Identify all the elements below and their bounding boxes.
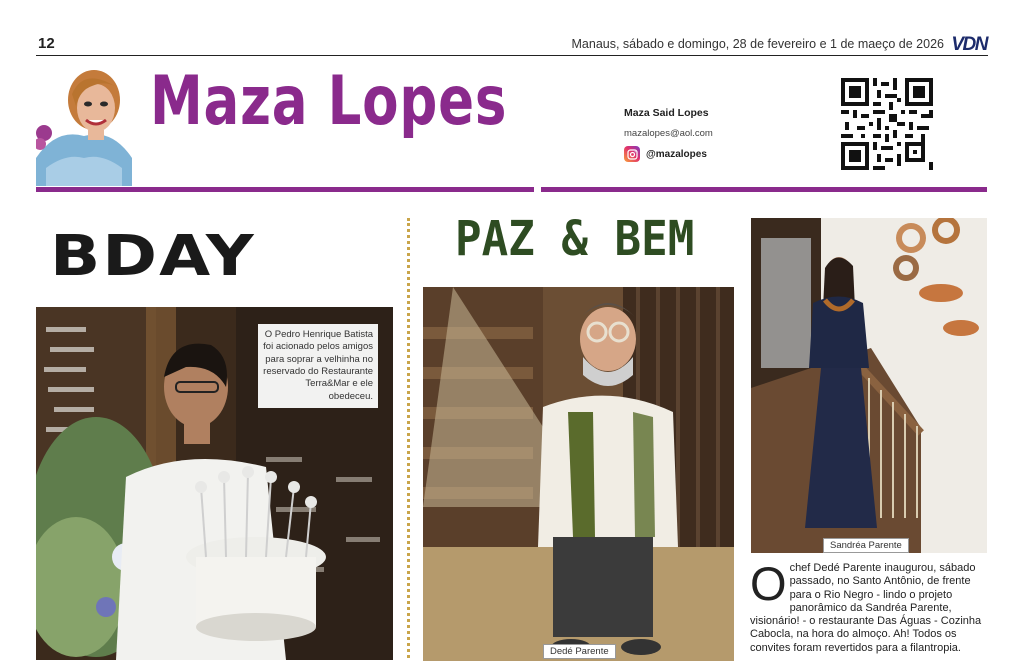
author-name: Maza Said Lopes xyxy=(624,107,709,119)
columnist-portrait xyxy=(36,58,132,186)
header-rule-left xyxy=(36,187,534,192)
dropcap: O xyxy=(750,557,787,610)
instagram-handle-label: @mazalopes xyxy=(646,148,707,160)
newspaper-logo: VDN xyxy=(951,34,987,55)
qr-code[interactable] xyxy=(841,78,933,170)
bday-heading: BDAY xyxy=(50,222,256,289)
header-rule xyxy=(36,55,988,56)
dede-photo-caption: Dedé Parente xyxy=(543,644,616,659)
sandrea-photo xyxy=(751,218,987,553)
column-title: Maza Lopes xyxy=(150,62,508,141)
story-body: chef Dedé Parente inaugurou, sábado passado, no Santo Antônio, de frente para o Rio Negro - lindo o projeto panorâmico da Sandréa Parente, visionário! - o restaurante Das Águas - Cozinha Cabocla, na hora do almoço. Ah! Todos os convites foram revertidos para a filantropia. xyxy=(750,562,982,654)
page-number: 12 xyxy=(38,35,55,52)
bday-caption: O Pedro Henrique Batista foi acionado pelos amigos para soprar a velhinha no reservado do Restaurante Terra&Mar e ele obedeceu. xyxy=(258,324,378,408)
column-divider xyxy=(407,218,410,658)
instagram-handle[interactable] xyxy=(624,146,707,162)
dede-photo xyxy=(423,287,734,661)
paz-heading: PAZ & BEM xyxy=(455,211,695,267)
sandrea-photo-caption: Sandréa Parente xyxy=(823,538,909,553)
instagram-icon xyxy=(624,146,640,162)
paz-story xyxy=(750,557,988,655)
author-email[interactable]: mazalopes@aol.com xyxy=(624,128,713,139)
dateline: Manaus, sábado e domingo, 28 de fevereiro e 1 de maeço de 2026 xyxy=(571,37,944,51)
header-rule-right xyxy=(541,187,987,192)
